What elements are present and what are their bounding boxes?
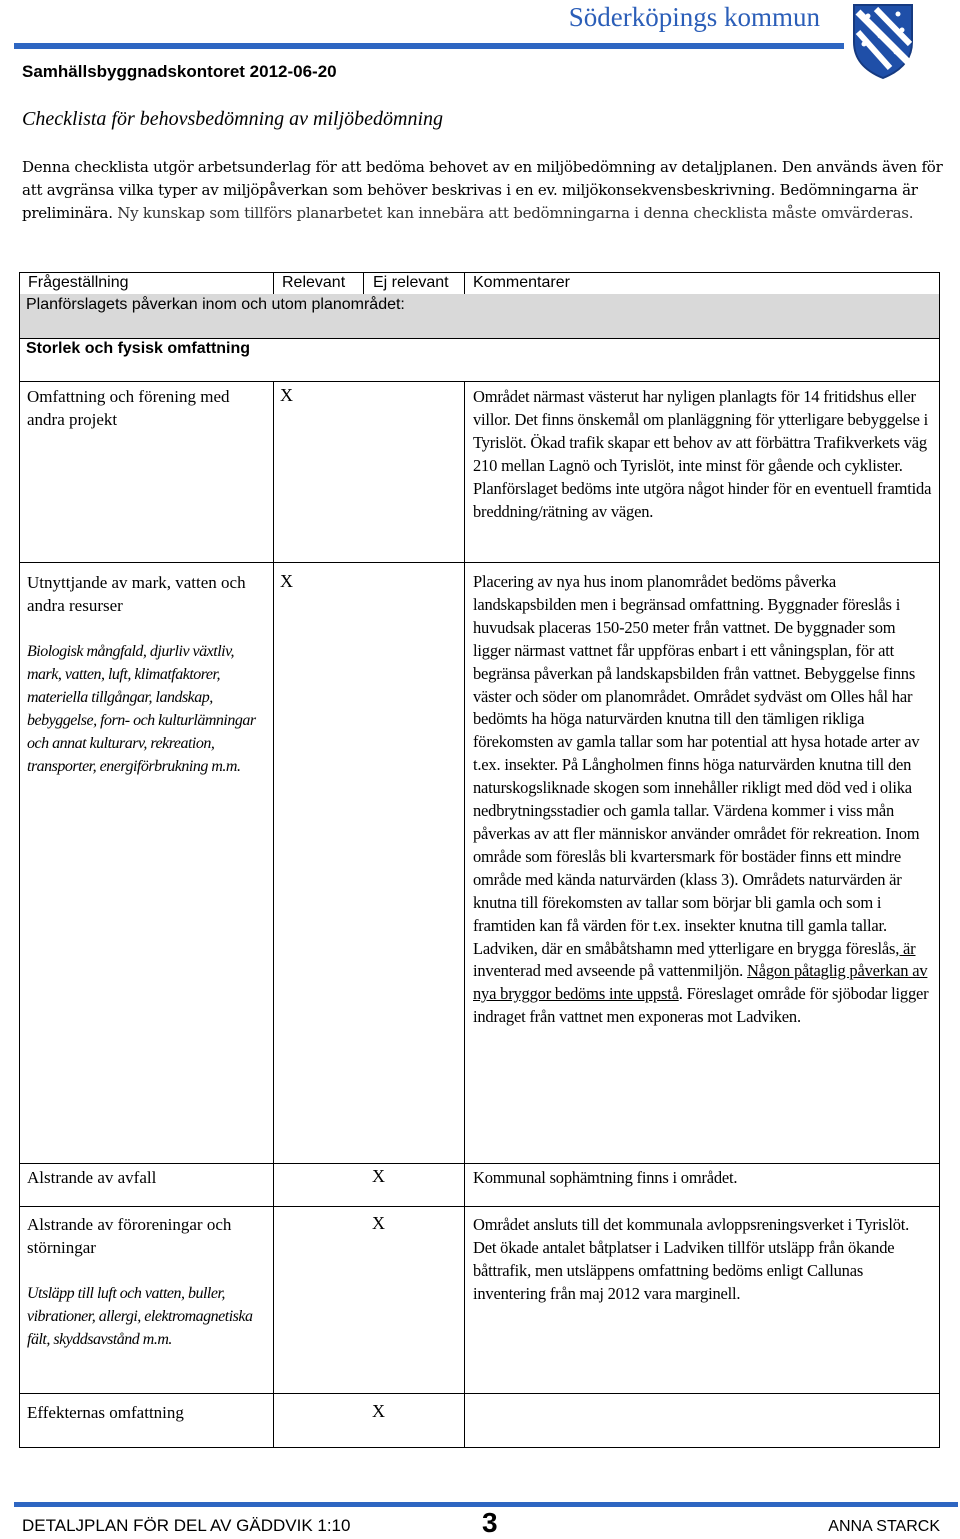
comment-paragraph: Placering av nya hus inom planområdet bedöms påverka landskapsbilden men i begränsad omfattning. Byggnader föreslås i huvudsak placeras 150-250 meter från vattnet. De byggnader som ligger närmast vattnet får uppföras enbart i ett våningsplan, för att begränsa påverkan på landskapsbilden från vattnet. Bebyggelse finns väster och söder om planområdet. Området sydväst om Olles hål har bedömts ha höga naturvärden knutna till den tämligen rikliga förekomsten av gamla tallar som har potential att hysa hotade arter av t.ex. insekter. På Långholmen finns höga naturvärden knutna till den naturskogsliknade skogen som innehåller rikligt med död ved i olika nedbrytningsstadier och gamla tallar. Värdena kommer i viss mån påverkas av att fler människor använder området för rekreation. Inom område som föreslås bli kvartersmark för bostäder finns ett mindre område med kända naturvärden (klass 3). Områdets naturvärden är knutna till förekomsten av tallar som börjar bli gamla och som i framtiden kan få värden för t.ex. insekter knutna till gamla tallar.: [473, 572, 920, 935]
relevant-mark: X: [280, 385, 293, 405]
not-relevant-mark: X: [372, 1166, 385, 1186]
intro-text-2: Ny kunskap som tillförs planarbetet kan innebära att bedömningarna i denna checklista måste omvärderas.: [117, 204, 914, 222]
row-question-examples: Biologisk mångfald, djurliv växtliv, mark, vatten, luft, klimatfaktorer, materiella tillgångar, landskap, bebyggelse, forn- och kulturlämningar och annat kulturarv, rekreation, transporter, energiförbrukning m.m.: [27, 643, 256, 775]
row-question: Effekternas omfattning: [27, 1403, 184, 1422]
checklist-table: [19, 272, 940, 1448]
document-title: Checklista för behovsbedömning av miljöbedömning: [22, 108, 444, 130]
row-divider: [20, 562, 939, 563]
comment-paragraph: [473, 938, 935, 1030]
row-comment: [473, 571, 935, 1029]
page-number: 3: [482, 1507, 498, 1538]
not-relevant-mark: X: [372, 1401, 385, 1421]
row-question: [27, 571, 267, 778]
row-divider: [20, 1163, 939, 1164]
header-relevant: Relevant: [282, 274, 346, 291]
intro-text-1: Denna checklista utgör arbetsunderlag för att bedöma behovet av en miljöbedömning av detaljplanen. Den används även för att avgränsa vilka typer av miljöpåverkan som behöver beskrivas i en ev. miljökonsekvensbeskrivning. Bedömningarna är preliminära.: [22, 158, 943, 222]
header-question: Frågeställning: [28, 274, 129, 291]
header-divider: [14, 43, 844, 49]
header-divider: [273, 273, 274, 295]
row-question: [27, 1213, 267, 1351]
header-divider: [363, 273, 364, 295]
comment-text: Ladviken, där en småbåtshamn med ytterligare en brygga föreslås: [473, 938, 896, 958]
row-question-title: Alstrande av föroreningar och störningar: [27, 1215, 232, 1257]
municipality-name: Söderköpings kommun: [568, 2, 820, 32]
header-divider: [464, 273, 465, 295]
comment-text: . Föreslaget område för sjöbodar ligger indraget från vattnet men exponeras mot Ladviken.: [473, 984, 929, 1027]
footer-author: ANNA STARCK: [828, 1518, 940, 1535]
row-question: Alstrande av avfall: [27, 1168, 157, 1187]
coat-of-arms-logo: [850, 2, 916, 80]
row-comment: Området ansluts till det kommunala avloppsreningsverket i Tyrislöt. Det ökade antalet båtplatser i Ladviken tillför utsläpp från ökande båttrafik, men utsläppens omfattning bedöms enligt Callunas inventering från maj 2012 vara marginell.: [473, 1215, 910, 1303]
row-question-title: Utnyttjande av mark, vatten och andra resurser: [27, 573, 246, 615]
comment-text: inventerad med avseende på vattenmiljön.: [473, 961, 748, 981]
row-comment: Kommunal sophämtning finns i området.: [473, 1168, 738, 1187]
section-title: Planförslagets påverkan inom och utom planområdet:: [26, 296, 405, 313]
row-divider: [20, 338, 939, 339]
comment-text: , är: [895, 938, 916, 958]
header-comments: Kommentarer: [473, 274, 570, 291]
not-relevant-mark: X: [372, 1213, 385, 1233]
column-divider: [464, 381, 465, 1447]
row-divider: [20, 1393, 939, 1394]
footer-plan-name: DETALJPLAN FÖR DEL AV GÄDDVIK 1:10: [22, 1516, 351, 1535]
row-divider: [20, 381, 939, 382]
comment-text: Någon påtaglig påverkan av nya bryggor bedöms inte uppstå: [473, 961, 928, 1004]
relevant-mark: X: [280, 571, 293, 591]
subsection-title: Storlek och fysisk omfattning: [26, 340, 251, 357]
office-date-line: Samhällsbyggnadskontoret 2012-06-20: [22, 62, 337, 81]
column-divider: [273, 381, 274, 1447]
row-comment: Området närmast västerut har nyligen planlagts för 14 fritidshus eller villor. Det finns önskemål om planläggning för ytterligare bebyggelse i Tyrislöt. Ökad trafik skapar ett behov av att förbättra Trafikverkets väg 210 mellan Lagnö och Tyrislöt, inte minst för gående och cyklister. Planförslaget bedöms inte utgöra något hinder för en eventuell framtida breddning/rätning av vägen.: [473, 387, 932, 521]
row-question: Omfattning och förening med andra projekt: [27, 387, 230, 429]
intro-paragraph: [22, 156, 957, 225]
row-question-examples: Utsläpp till luft och vatten, buller, vibrationer, allergi, elektromagnetiska fält, skyddsavstånd m.m.: [27, 1285, 253, 1348]
row-divider: [20, 1206, 939, 1207]
header-not-relevant: Ej relevant: [373, 274, 449, 291]
